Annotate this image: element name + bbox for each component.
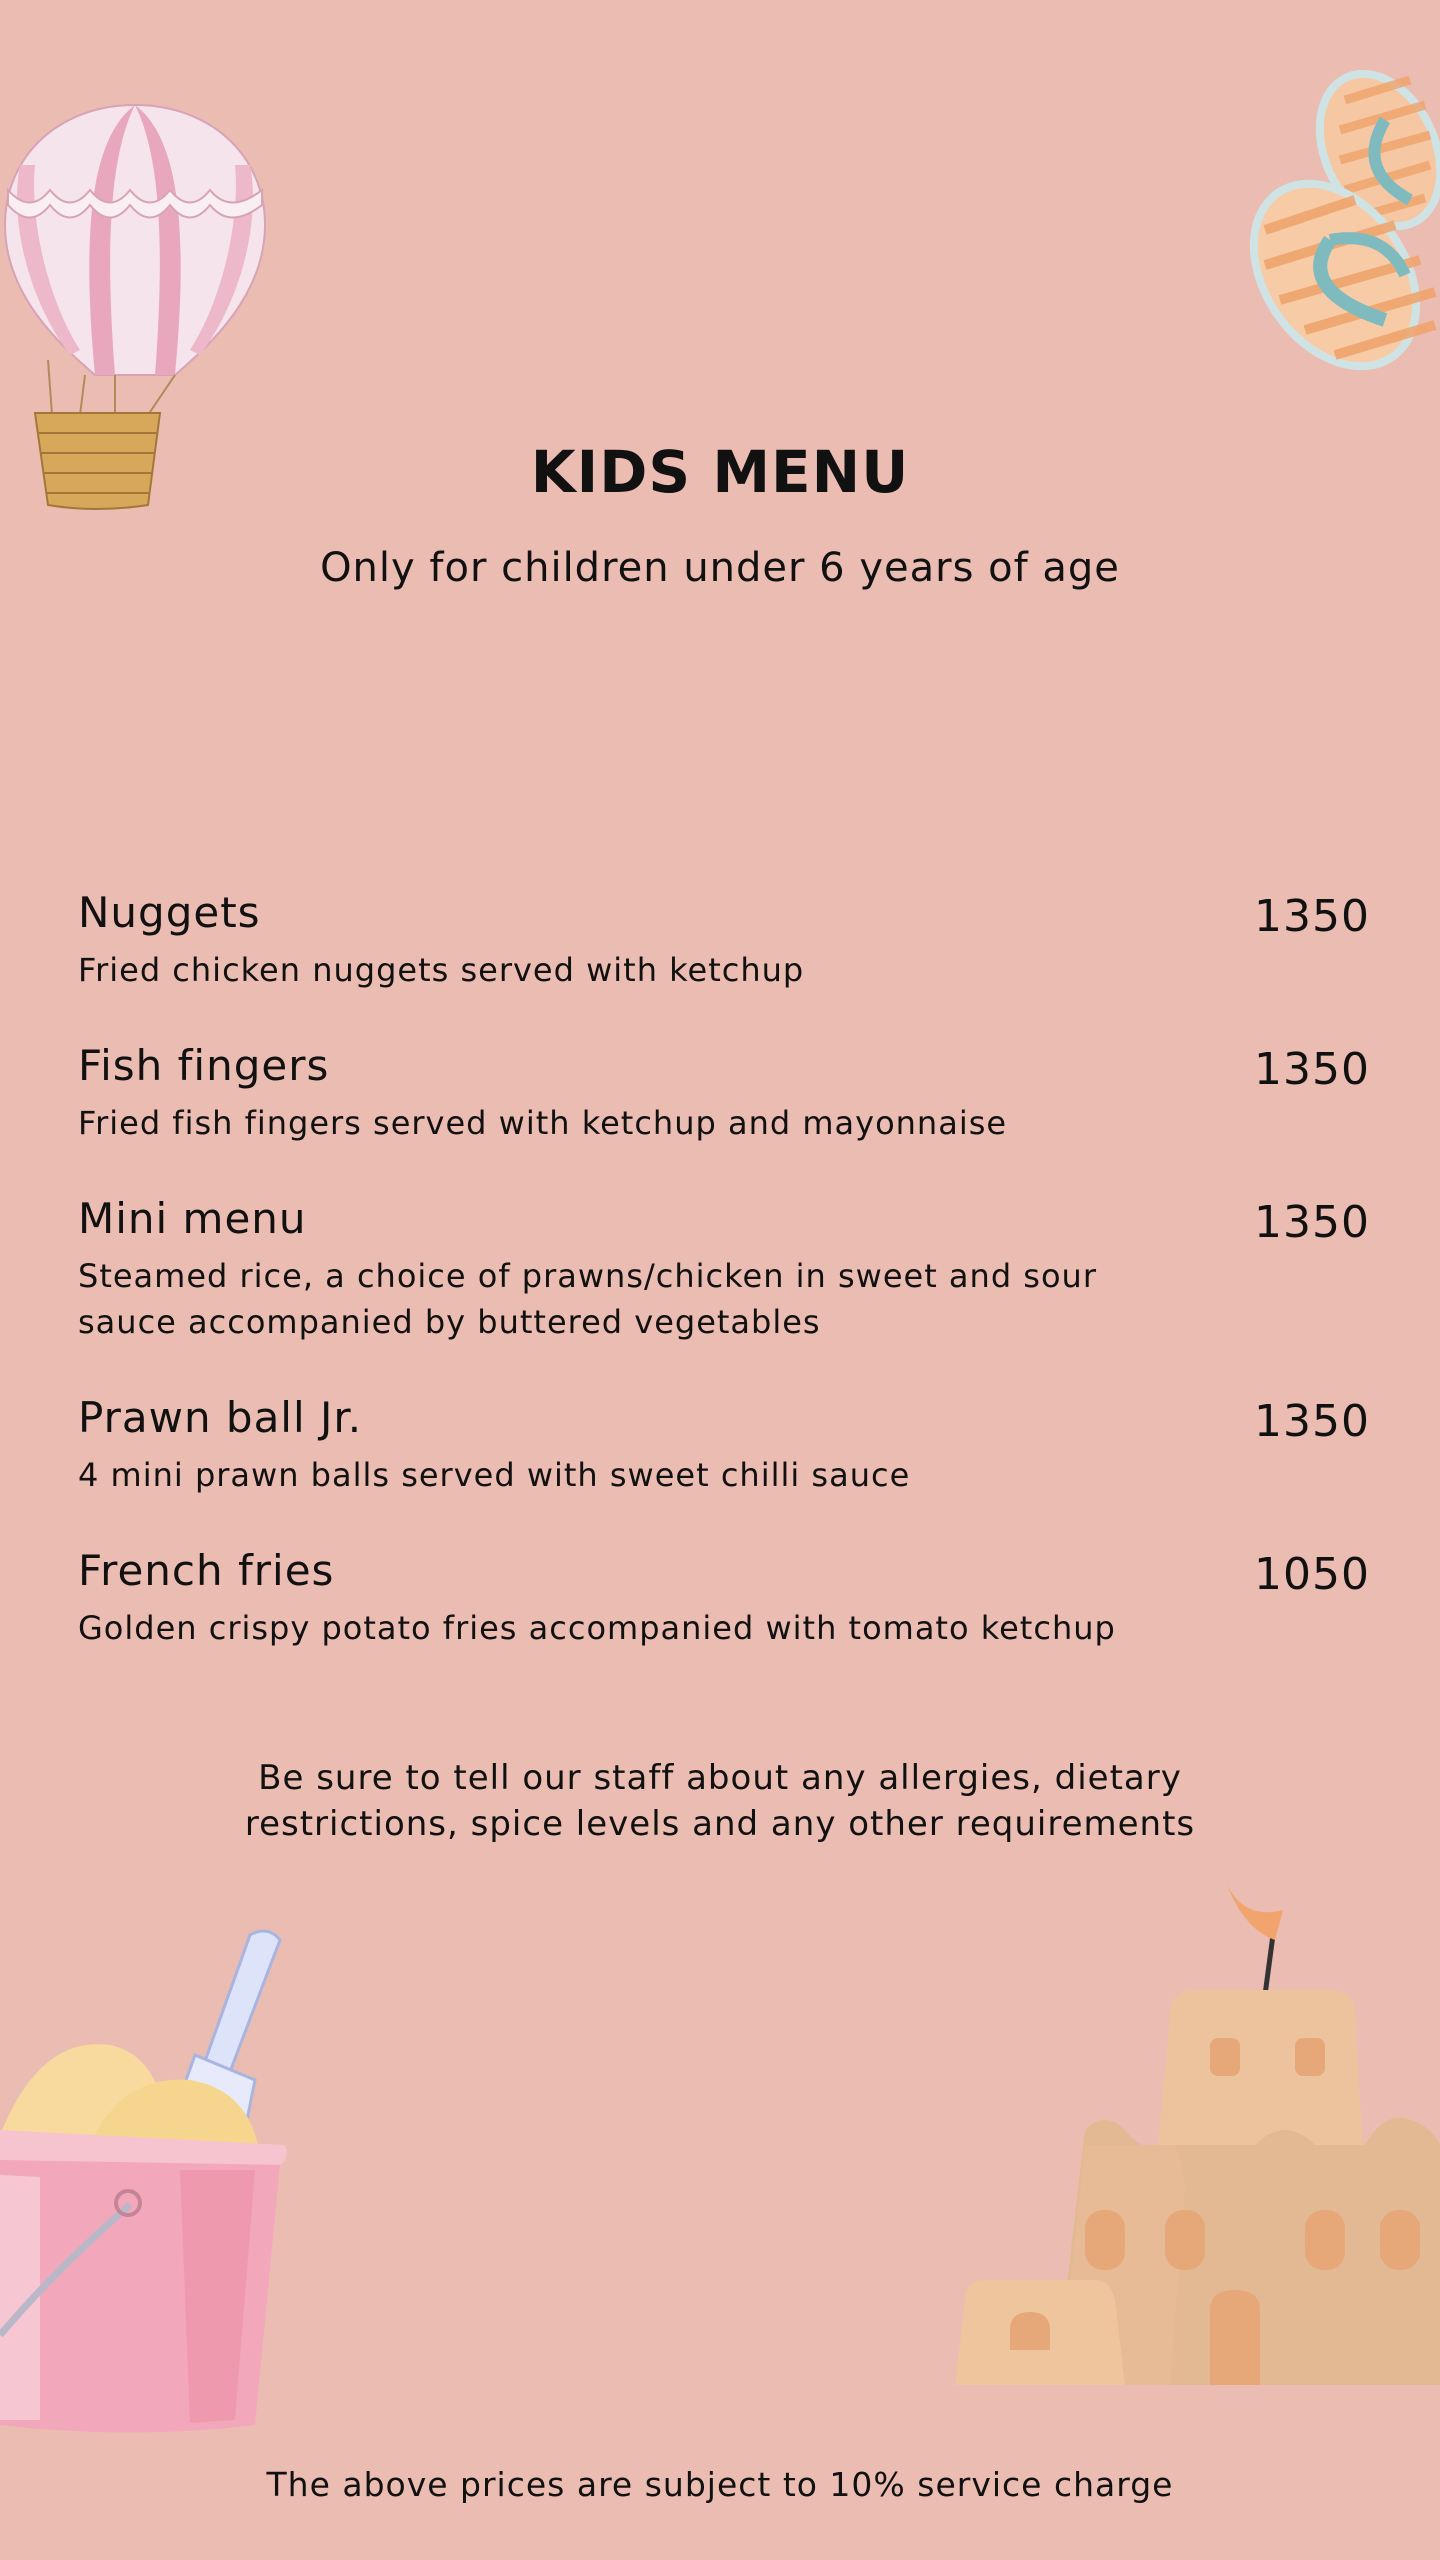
menu-item-description: Golden crispy potato fries accompanied with tomato ketchup <box>78 1609 1116 1647</box>
flip-flops-illustration <box>1235 60 1440 400</box>
page-subtitle: Only for children under 6 years of age <box>320 545 1120 591</box>
page-title: KIDS MENU <box>530 438 910 506</box>
sand-bucket-illustration <box>0 1915 330 2445</box>
menu-item <box>78 885 1370 993</box>
menu-item-price: 1350 <box>1254 1044 1370 1095</box>
menu-item-name: Mini menu <box>78 1194 307 1243</box>
menu-item-description: Steamed rice, a choice of prawns/chicken in sweet and sour sauce accompanied by buttered vegetables <box>78 1257 1097 1341</box>
menu-item-price: 1350 <box>1254 891 1370 942</box>
menu-item <box>78 1038 1370 1146</box>
allergy-notice: Be sure to tell our staff about any allergies, dietary restrictions, spice levels and any other requirements <box>244 1758 1196 1844</box>
menu-item <box>78 1543 1370 1651</box>
menu-item-name: Fish fingers <box>78 1041 330 1090</box>
menu-item-description: Fried fish fingers served with ketchup and mayonnaise <box>78 1104 1008 1142</box>
sandcastle-illustration <box>955 1870 1440 2390</box>
menu-item-name: Nuggets <box>78 888 261 937</box>
menu-item <box>78 1390 1370 1498</box>
menu-item <box>78 1191 1370 1345</box>
menu-item-name: Prawn ball Jr. <box>78 1393 363 1442</box>
service-charge-footer: The above prices are subject to 10% service charge <box>266 2465 1174 2504</box>
menu-item-price: 1050 <box>1254 1549 1370 1600</box>
menu-list <box>78 885 1370 1696</box>
menu-item-description: Fried chicken nuggets served with ketchup <box>78 951 805 989</box>
menu-item-description: 4 mini prawn balls served with sweet chilli sauce <box>78 1456 911 1494</box>
menu-item-price: 1350 <box>1254 1396 1370 1447</box>
menu-item-name: French fries <box>78 1546 335 1595</box>
menu-item-price: 1350 <box>1254 1197 1370 1248</box>
